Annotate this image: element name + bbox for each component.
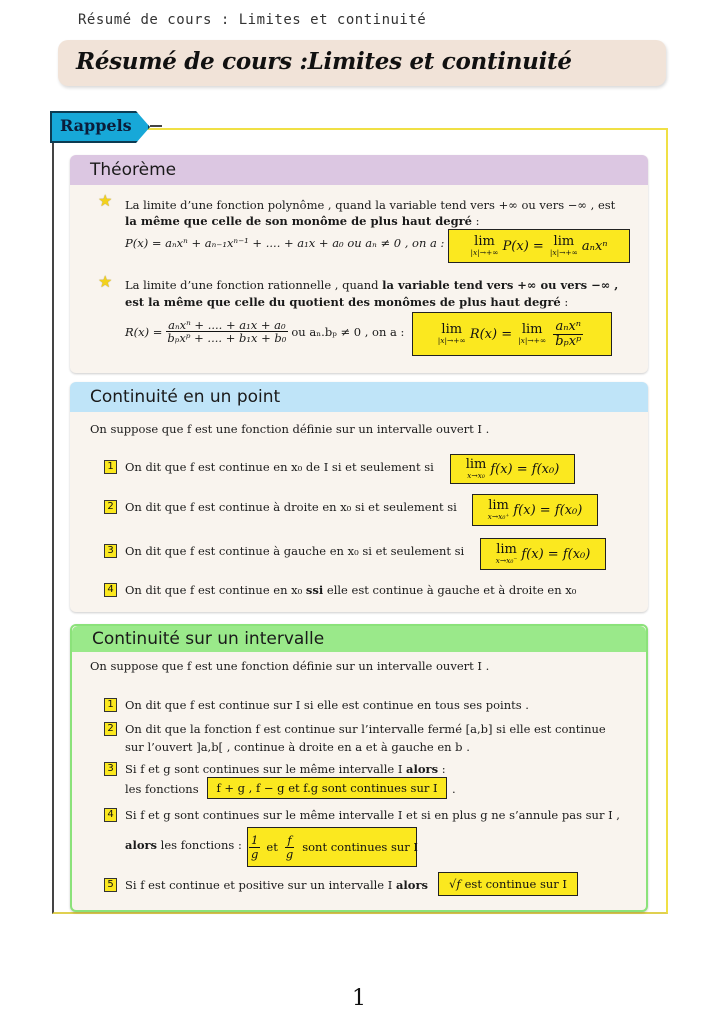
cp1-lim-under: x→x₀ [467,471,485,481]
ci-item3-formula-box: f + g , f − g et f.g sont continues sur I [207,777,447,799]
thm1-line2-bold: la même que celle de son monôme de plus haut degré [125,214,472,228]
thm2-line2-end: : [560,295,569,309]
thm2-lim-2: lim [521,322,543,338]
thm2-r-fraction [165,319,288,344]
thm2-lim-group [438,323,466,345]
thm2-line2 [125,295,568,309]
ci-item-number: 5 [104,878,117,892]
ci4-frac2-den: g [285,846,294,861]
continuite-point-heading: Continuité en un point [70,382,648,412]
ci4-box-end: sont continues sur I [302,840,418,854]
thm2-r-den: bₚxᵖ + .... + b₁x + b₀ [167,331,287,346]
cp3-lim-under: x→x₀⁻ [495,556,518,566]
cp-item1-text: On dit que f est continue en x₀ de I si et seulement si [125,460,434,474]
cp3-lim: lim [496,542,517,558]
ci-item4-line1: Si f et g sont continues sur le même intervalle I et si en plus g ne s’annule pas sur I , [125,808,620,822]
thm2-box-fraction [553,320,583,348]
cp-item2-text: On dit que f est continue à droite en x₀ si et seulement si [125,500,457,514]
rappels-label: Rappels [60,116,132,135]
thm2-lim-group-2 [518,323,546,345]
ci-item2-line1: On dit que la fonction f est continue sur l’intervalle fermé [a,b] si elle est continue [125,722,606,736]
thm1-formula-box [448,229,630,263]
thm2-line2-bold: est la même que celle du quotient des monômes de plus haut degré [125,295,561,309]
ci-item5-text [125,878,428,892]
thm1-line2-end: : [472,214,480,228]
cp-item-number: 2 [104,500,117,514]
ci4-frac2-num: f [287,833,292,848]
cp2-expr: f(x) = f(x₀) [513,502,583,518]
thm1-lim-group [470,235,498,257]
page-number: 1 [352,986,366,1011]
thm2-line1 [125,278,618,292]
cp3-lim-group [496,543,518,565]
thm1-box-left: P(x) = [502,238,544,254]
ci-item3-line1 [125,762,446,776]
thm2-r-num: aₙxⁿ + .... + a₁x + a₀ [168,318,286,332]
cp-item4-text [125,583,576,597]
rappels-tab-tail [150,125,162,127]
cp-item2-formula-box [472,494,598,526]
ci-item-number: 1 [104,698,117,712]
ci5-sqrt: √f [449,877,461,891]
ci-item4-line2 [125,838,242,852]
cp4-bold: ssi [305,583,324,597]
thm2-lim-under: |x|→+∞ [437,336,466,346]
thm2-lim-under-2: |x|→+∞ [518,336,547,346]
ci-item1-text: On dit que f est continue sur I si elle est continue en tous ses points . [125,698,529,712]
ci3-start: Si f et g sont continues sur le même intervalle I [125,762,407,776]
cp-item1-formula-box [450,454,575,484]
cp2-lim-group [488,499,510,521]
cp1-expr: f(x) = f(x₀) [490,461,560,477]
ci-item3-line2-end: . [452,782,456,796]
cp-item-number: 4 [104,583,117,597]
theoreme-card [70,155,648,373]
cp2-lim: lim [488,498,509,514]
cp2-lim-under: x→x₀⁺ [487,512,510,522]
cp1-lim: lim [465,457,487,473]
ci4-frac2 [284,834,295,859]
thm2-r-cond: ou aₙ.bₚ ≠ 0 , on a : [291,324,405,339]
thm2-box-left: R(x) = [469,326,513,342]
cp-item3-text: On dit que f est continue à gauche en x₀ si et seulement si [125,544,465,558]
ci-item4-formula-box [247,827,417,867]
cp-item-number: 1 [104,460,117,474]
cp4-end: elle est continue à gauche et à droite en x₀ [323,583,577,597]
thm1-poly-expr: P(x) = aₙxⁿ + aₙ₋₁xⁿ⁻¹ + .... + a₁x + a₀ ou aₙ ≠ 0 , on a : [125,236,445,250]
thm1-lim-under-2: |x|→+∞ [549,248,578,258]
thm1-line1: La limite d’une fonction polynôme , quand la variable tend vers +∞ ou vers −∞ , est [125,198,616,212]
star-icon: ★ [98,272,113,291]
ci4-frac1-den: g [251,846,259,861]
thm1-lim-group-2 [550,235,578,257]
thm2-formula-box [412,312,612,356]
running-head: Résumé de cours : Limites et continuité [78,12,427,28]
ci-intro: On suppose que f est une fonction définie sur un intervalle ouvert I . [90,659,490,673]
ci5-box-end: est continue sur I [464,877,567,891]
continuite-intervalle-heading: Continuité sur un intervalle [72,626,646,652]
thm2-line1-start: La limite d’une fonction rationnelle , quand [125,278,383,292]
thm2-box-den: bₚxᵖ [555,333,582,349]
continuite-point-card [70,382,648,612]
ci5-bold: alors [395,878,428,892]
ci4-rest: les fonctions : [157,838,242,852]
rappels-tab [50,111,158,143]
ci4-frac1-num: 1 [251,833,259,848]
ci-item5-formula-box [438,872,578,896]
cp4-start: On dit que f est continue en x₀ [125,583,306,597]
ci4-frac1 [249,834,260,859]
ci-item2-line2: sur l’ouvert ]a,b[ , continue à droite en a et à gauche en b . [125,740,470,754]
cp-item-number: 3 [104,544,117,558]
thm1-line2 [125,214,480,228]
star-icon: ★ [98,191,113,210]
thm1-lim: lim [474,234,495,250]
thm1-lim-2: lim [553,234,575,250]
cp3-expr: f(x) = f(x₀) [521,546,591,562]
cp-intro: On suppose que f est une fonction définie sur un intervalle ouvert I . [90,422,490,436]
cp1-lim-group [466,458,487,480]
ci-item-number: 3 [104,762,117,776]
page-title: Résumé de cours :Limites et continuité [76,48,572,75]
cp-item3-formula-box [480,538,606,570]
thm2-rational-expr [125,319,404,344]
ci5-start: Si f est continue et positive sur un intervalle I [125,878,396,892]
thm1-box-right: aₙxⁿ [581,238,608,254]
title-banner [58,40,666,86]
ci3-end: : [438,762,446,776]
ci-item3-line2-start: les fonctions [125,782,199,796]
continuite-intervalle-card [70,624,648,912]
theoreme-heading: Théorème [70,155,648,185]
thm2-line1-bold: la variable tend vers +∞ ou vers −∞ , [382,278,619,292]
thm2-lim: lim [441,322,463,338]
ci3-bold: alors [406,762,439,776]
thm2-r-left: R(x) = [125,324,163,339]
ci4-bold: alors [125,838,158,852]
ci-item-number: 2 [104,722,117,736]
ci-item-number: 4 [104,808,117,822]
thm2-box-num: aₙxⁿ [555,318,582,334]
ci4-mid: et [266,840,278,854]
thm1-lim-under: |x|→+∞ [470,248,499,258]
